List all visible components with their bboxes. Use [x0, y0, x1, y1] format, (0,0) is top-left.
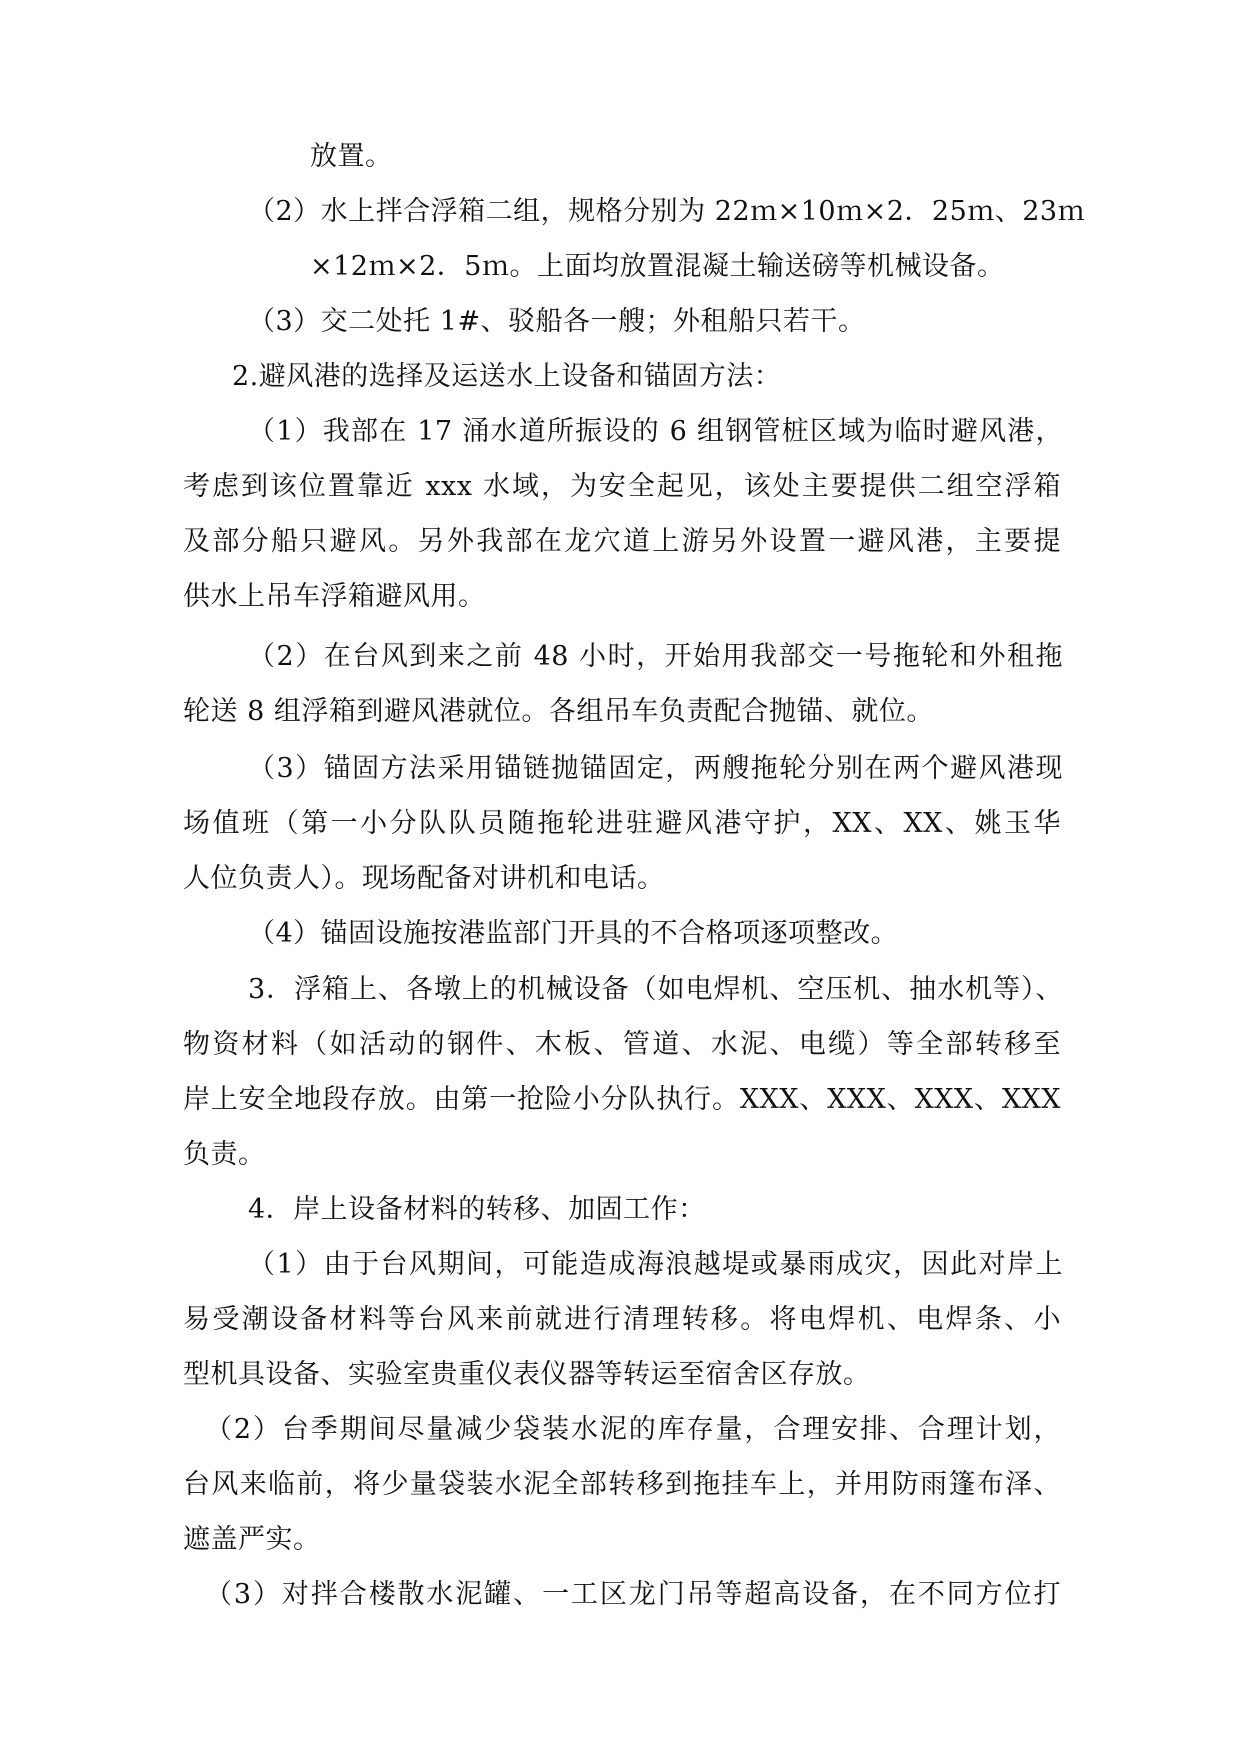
- text-line-13: 场值班（第一小分队队员随拖轮进驻避风港守护，XX、XX、姚玉华: [183, 808, 1061, 839]
- text-line-25: 台风来临前，将少量袋装水泥全部转移到拖挂车上，并用防雨篷布泽、: [183, 1469, 1061, 1500]
- text-line-23: 型机具设备、实验室贵重仪表仪器等转运至宿舍区存放。: [183, 1359, 871, 1390]
- text-line-22: 易受潮设备材料等台风来前就进行清理转移。将电焊机、电焊条、小: [183, 1304, 1061, 1335]
- text-line-5: 2.避风港的选择及运送水上设备和锚固方法：: [232, 361, 782, 392]
- text-line-17: 物资材料（如活动的钢件、木板、管道、水泥、电缆）等全部转移至: [183, 1029, 1061, 1060]
- text-line-6: （1）我部在 17 涌水道所振设的 6 组钢管桩区域为临时避风港，: [248, 416, 1063, 447]
- text-line-8: 及部分船只避风。另外我部在龙穴道上游另外设置一避风港，主要提: [183, 526, 1061, 557]
- text-line-15: （4）锚固设施按港监部门开具的不合格项逐项整改。: [248, 918, 899, 949]
- text-line-1: 放置。: [310, 141, 393, 172]
- text-line-11: 轮送 8 组浮箱到避风港就位。各组吊车负责配合抛锚、就位。: [183, 696, 934, 727]
- text-line-24: （2）台季期间尽量减少袋装水泥的库存量，合理安排、合理计划，: [205, 1414, 1061, 1445]
- text-line-19: 负责。: [183, 1139, 266, 1170]
- text-line-27: （3）对拌合楼散水泥罐、一工区龙门吊等超高设备，在不同方位打: [205, 1579, 1061, 1610]
- text-line-12: （3）锚固方法采用锚链抛锚固定，两艘拖轮分别在两个避风港现: [248, 753, 1063, 784]
- text-line-14: 人位负责人）。现场配备对讲机和电话。: [183, 863, 665, 894]
- text-line-3: ×12ｍ×2．5ｍ。上面均放置混凝土输送磅等机械设备。: [310, 251, 1005, 282]
- text-line-2: （2）水上拌合浮箱二组，规格分别为 22ｍ×10ｍ×2．25ｍ、23ｍ: [248, 196, 1086, 227]
- text-line-16: 3．浮箱上、各墩上的机械设备（如电焊机、空压机、抽水机等）、: [248, 974, 1063, 1005]
- text-line-20: 4．岸上设备材料的转移、加固工作：: [248, 1194, 706, 1225]
- text-line-26: 遮盖严实。: [183, 1524, 321, 1555]
- text-line-4: （3）交二处托 1#、驳船各一艘；外租船只若干。: [248, 306, 866, 337]
- text-line-7: 考虑到该位置靠近 xxx 水域，为安全起见，该处主要提供二组空浮箱: [183, 471, 1061, 502]
- text-line-21: （1）由于台风期间，可能造成海浪越堤或暴雨成灾，因此对岸上: [248, 1249, 1063, 1280]
- text-line-18: 岸上安全地段存放。由第一抢险小分队执行。XXX、XXX、XXX、XXX: [183, 1084, 1061, 1115]
- text-line-9: 供水上吊车浮箱避风用。: [183, 581, 486, 612]
- text-line-10: （2）在台风到来之前 48 小时，开始用我部交一号拖轮和外租拖: [248, 641, 1063, 672]
